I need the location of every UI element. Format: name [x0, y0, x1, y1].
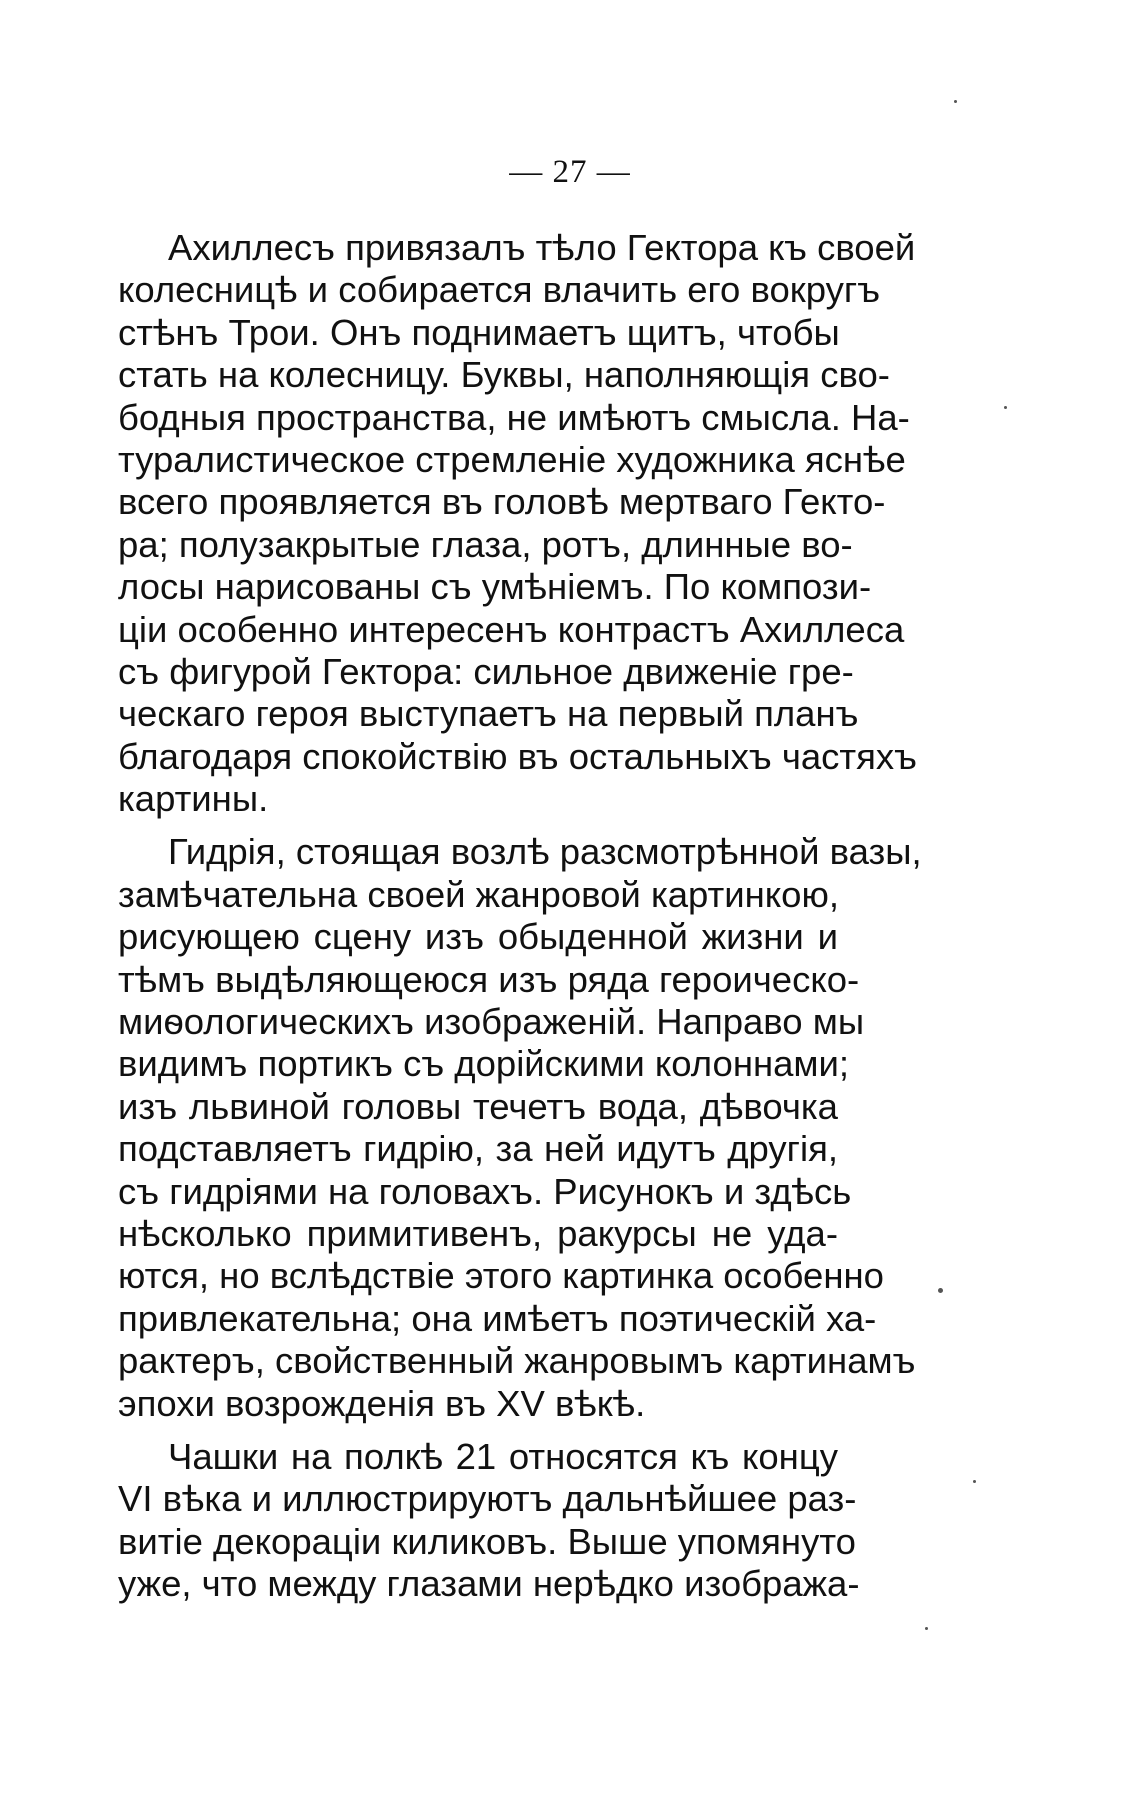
text-line: съ фигурой Гектора: сильное движеніе гре-: [118, 650, 854, 692]
scan-speck: [954, 100, 957, 103]
text-line: витіе декораціи киликовъ. Выше упомянуто: [118, 1520, 856, 1562]
text-line: изъ львиной головы течетъ вода, дѣвочка: [118, 1085, 838, 1127]
text-line: нѣсколько примитивенъ, ракурсы не уда-: [118, 1212, 838, 1254]
text-line: лосы нарисованы съ умѣніемъ. По компози-: [118, 566, 872, 608]
text-line: колесницѣ и собирается влачить его вокругъ: [118, 269, 881, 311]
scan-speck: [973, 1480, 976, 1483]
text-line: картины.: [118, 778, 269, 820]
paragraph-1: [118, 227, 917, 820]
text-line: рисующею сцену изъ обыденной жизни и: [118, 916, 838, 958]
text-line: Чашки на полкѣ 21 относятся къ концу: [168, 1435, 838, 1477]
scan-speck: [925, 1627, 928, 1630]
paragraph-2: [118, 831, 922, 1424]
text-line: Ахиллесъ привязалъ тѣло Гектора къ своей: [168, 227, 916, 268]
text-line: стѣнъ Трои. Онъ поднимаетъ щитъ, чтобы: [118, 311, 840, 353]
text-line: всего проявляется въ головѣ мертваго Гекто-: [118, 481, 886, 523]
text-line: привлекательна; она имѣетъ поэтическій ха-: [118, 1297, 877, 1339]
text-line: стать на колесницу. Буквы, наполняющія сво-: [118, 354, 890, 396]
text-line: благодаря спокойствію въ остальныхъ частяхъ: [118, 735, 917, 777]
paragraph-3: [118, 1435, 860, 1606]
text-line: тѣмъ выдѣляющеюся изъ ряда героическо-: [118, 958, 860, 1000]
text-line: эпохи возрожденія въ XV вѣкѣ.: [118, 1382, 646, 1424]
scan-speck: [1004, 406, 1007, 409]
text-line: ра; полузакрытые глаза, ротъ, длинные во-: [118, 523, 853, 565]
text-line: ческаго героя выступаетъ на первый планъ: [118, 693, 859, 735]
text-line: ются, но вслѣдствіе этого картинка особенно: [118, 1255, 884, 1297]
scan-speck: [938, 1288, 943, 1293]
text-line: ціи особенно интересенъ контрастъ Ахиллеса: [118, 608, 905, 650]
paragraph-gap: [118, 1425, 838, 1436]
text-line: туралистическое стремленіе художника яснѣе: [118, 438, 906, 480]
paragraph-gap: [118, 820, 838, 831]
text-line: рактеръ, свойственный жанровымъ картинамъ: [118, 1340, 916, 1382]
text-line: подставляетъ гидрію, за ней идутъ другія,: [118, 1128, 838, 1170]
text-line: бодныя пространства, не имѣютъ смысла. На-: [118, 396, 910, 438]
text-line: съ гидріями на головахъ. Рисунокъ и здѣсь: [118, 1170, 852, 1212]
text-line: видимъ портикъ съ дорійскими колоннами;: [118, 1043, 850, 1085]
text-line: замѣчательна своей жанровой картинкою,: [118, 873, 839, 915]
text-line: VI вѣка и иллюстрируютъ дальнѣйшее раз-: [118, 1478, 857, 1520]
text-line: уже, что между глазами нерѣдко изобража-: [118, 1563, 860, 1605]
body-text: [118, 227, 922, 1606]
page-number: — 27 —: [509, 154, 631, 190]
text-line: миѳологическихъ изображеній. Направо мы: [118, 1001, 865, 1043]
text-line: Гидрія, стоящая возлѣ разсмотрѣнной вазы,: [168, 831, 922, 873]
